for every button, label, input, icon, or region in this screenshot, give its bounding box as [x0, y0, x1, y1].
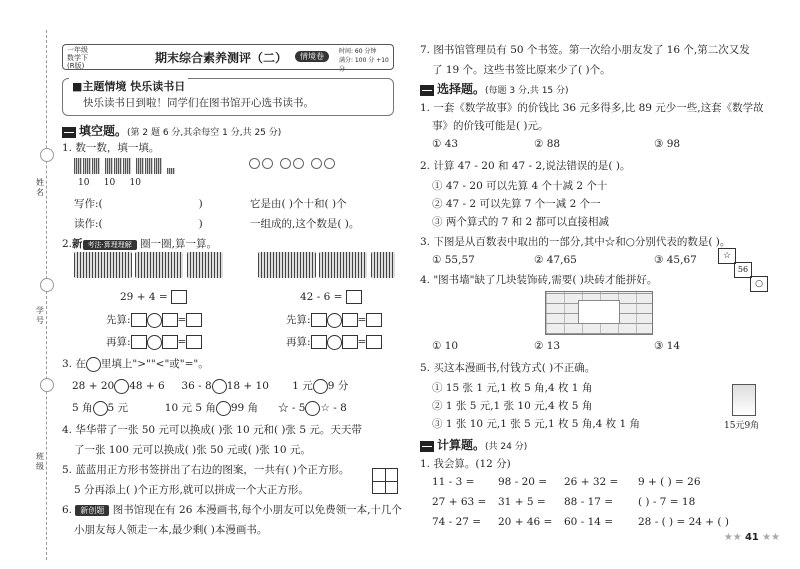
hundred-chart-star: ☆: [718, 248, 736, 264]
c2-opt3[interactable]: ③ 两个算式的 7 和 2 都可以直接相减: [432, 216, 610, 228]
grade: 一年级: [67, 46, 88, 54]
q2-then-right: 再算: =: [286, 334, 382, 350]
answer-box[interactable]: [171, 290, 187, 304]
subject: 数学下: [67, 54, 88, 62]
section-title: 选择题。: [437, 82, 486, 96]
comic-price: 15元9角: [724, 421, 760, 431]
comic-book-icon: [732, 384, 756, 416]
c3-line1: 3. 下图是从百数表中取出的一部分,其中☆和○分别代表的数是( )。: [420, 236, 731, 248]
c2-line1: 2. 计算 47 - 20 和 47 - 2,说法错误的是( )。: [420, 160, 631, 172]
theme-name: 快乐读书日: [130, 80, 186, 93]
label-10: 10: [78, 178, 90, 188]
calc-cell: ( ) - 7 = 18: [638, 496, 696, 508]
section-calc: [420, 436, 527, 453]
c5-opt1[interactable]: ① 15 张 1 元,1 枚 5 角,4 枚 1 角: [432, 382, 593, 394]
edition: (R版): [67, 62, 85, 70]
gutter-name: 姓名: [36, 178, 44, 197]
q6-line2: 小朋友每人领走一本,最少剩( )本漫画书。: [74, 524, 268, 536]
label-10: 10: [129, 178, 141, 188]
new-tag: 新: [72, 238, 83, 250]
q3-title: 3. 在 里填上">""<"或"="。: [62, 358, 209, 370]
c1-opt3[interactable]: ③ 98: [654, 138, 681, 150]
q4-line1: 4. 华华带了一张 50 元可以换成( )张 10 元和( )张 5 元。天天带: [62, 424, 362, 436]
calc-cell: 9 + ( ) = 26: [638, 476, 701, 488]
q2-first-right: 先算: =: [286, 312, 382, 328]
section-icon: [62, 127, 76, 138]
c1-opt2[interactable]: ② 88: [534, 138, 561, 150]
theme-title: ■主题情境 快乐读书日: [69, 78, 188, 94]
q1-bundles: [74, 158, 176, 177]
hundred-chart-56: 56: [734, 262, 752, 278]
q3-row1: 28 + 20 48 + 6 36 - 8 18 + 10 1 元 9 分: [72, 380, 349, 392]
book-wall-gap: [578, 300, 620, 324]
q1-labels: [78, 178, 141, 188]
exam-meta: [339, 47, 393, 74]
calc-cell: 31 + 5 =: [498, 496, 546, 508]
c5-opt2[interactable]: ② 1 张 5 元,1 张 10 元,4 枚 5 角: [432, 400, 593, 412]
q2-title: 2.新 考法·算理理解 圈一圈,算一算。: [62, 238, 217, 250]
calc-cell: 26 + 32 =: [564, 476, 619, 488]
calc-cell: 60 - 14 =: [564, 516, 614, 528]
grade-block: [67, 46, 88, 70]
section-title: 填空题。: [79, 124, 128, 138]
theme-box: [62, 78, 394, 116]
square-pattern: [372, 468, 398, 494]
hundred-chart-circle: ○: [750, 276, 768, 292]
new-creation-tag: 新创题: [75, 505, 109, 516]
c2-opt2[interactable]: ② 47 - 2 可以先算 7 个一减 2 个一: [432, 198, 601, 210]
answer-box[interactable]: [346, 290, 362, 304]
exam-score: 满分: 100 分 +10 分: [339, 57, 389, 73]
gutter-id: 学号: [36, 306, 44, 325]
q2-sticks-left: [74, 252, 223, 281]
q1-r2: 一组成的,这个数是( )。: [250, 218, 360, 230]
calc-cell: 27 + 63 =: [432, 496, 487, 508]
c4-opt2[interactable]: ② 13: [534, 340, 561, 352]
punch-hole: [40, 278, 54, 292]
c5-opt3[interactable]: ③ 1 张 10 元,1 张 5 元,1 枚 5 角,4 枚 1 角: [432, 418, 641, 430]
calc-cell: 20 + 46 =: [498, 516, 553, 528]
punch-hole: [40, 378, 54, 392]
exam-time: 时间: 60 分钟: [339, 48, 377, 55]
q2-e2: 42 - 6 =: [300, 290, 362, 304]
punch-hole: [40, 148, 54, 162]
c5-line1: 5. 买这本漫画书,付钱方式( )不正确。: [420, 362, 596, 374]
section-choice: [420, 80, 569, 97]
c3-opt3[interactable]: ③ 45,67: [654, 254, 697, 266]
theme-label: 主题情境: [82, 80, 127, 93]
gutter-class: 班级: [36, 452, 44, 471]
c4-opt1[interactable]: ① 10: [432, 340, 459, 352]
exam-badge: 情境卷: [295, 51, 329, 62]
section-fill: [62, 122, 281, 139]
section-note: (每题 3 分,共 15 分): [485, 86, 569, 96]
c1-opt1[interactable]: ① 43: [432, 138, 459, 150]
c2-opt1[interactable]: ① 47 - 20 可以先算 4 个十减 2 个十: [432, 180, 608, 192]
c3-opt2[interactable]: ② 47,65: [534, 254, 577, 266]
section-icon: [420, 85, 434, 96]
q4-line2: 了一张 100 元可以换成( )张 50 元或( )张 10 元。: [74, 444, 311, 456]
calc-cell: 98 - 20 =: [498, 476, 548, 488]
calc-cell: 11 - 3 =: [432, 476, 475, 488]
k1-title: 1. 我会算。(12 分): [420, 458, 511, 470]
theme-text: 快乐读书日到啦！同学们在图书馆开心选书读书。: [83, 97, 314, 109]
c1-line1: 1. 一套《数学故事》的价钱比 36 元多得多,比 89 元少一些,这套《数学故: [420, 102, 764, 114]
calc-cell: 28 - ( ) = 24 + ( ): [638, 516, 729, 528]
q1-write: 写作:( ): [74, 198, 203, 210]
section-note: (共 24 分): [485, 442, 528, 452]
label-10: 10: [103, 178, 116, 188]
skill-tag: 考法·算理理解: [83, 240, 137, 250]
c4-opt3[interactable]: ③ 14: [654, 340, 681, 352]
page-number: ★★ 41 ★★: [723, 532, 780, 543]
q1-read: 读作:( ): [74, 218, 203, 230]
q3-row2: 5 角 5 元 10 元 5 角 99 角 ☆ - 5 ☆ - 8: [72, 402, 347, 414]
calc-cell: 88 - 17 =: [564, 496, 614, 508]
section-icon: [420, 441, 434, 452]
q2-sticks-right: [258, 252, 395, 281]
r7-line2: 了 19 个。这些书签比原来少了( )个。: [432, 64, 611, 76]
q5-line1: 5. 蓝蓝用正方形书签拼出了右边的图案，一共有( )个正方形。: [62, 464, 350, 476]
q1-r1: 它是由( )个十和( )个: [250, 198, 347, 210]
section-title: 计算题。: [437, 438, 486, 452]
calc-cell: 74 - 27 =: [432, 516, 482, 528]
c4-line1: 4. "图书墙"缺了几块装饰砖,需要( )块砖才能拼好。: [420, 274, 658, 286]
q2-then-left: 再算: =: [106, 334, 202, 350]
section-note: (第 2 题 6 分,其余每空 1 分,共 25 分): [127, 128, 282, 138]
q1-title: 1. 数一数，填一填。: [62, 142, 160, 154]
q1-rings: [248, 158, 336, 172]
binding-line: [46, 30, 47, 560]
exam-title: 期末综合素养测评（二）: [155, 51, 288, 65]
c3-opt1[interactable]: ① 55,57: [432, 254, 475, 266]
r7-line1: 7. 图书馆管理员有 50 个书签。第一次给小朋友发了 16 个,第二次又发: [420, 44, 750, 56]
binding-gutter: [0, 0, 62, 569]
q5-line2: 5 分再添上( )个正方形,就可以拼成一个大正方形。: [74, 484, 309, 496]
c1-line2: 事》的价钱可能是( )元。: [432, 120, 549, 132]
q6-line1: 6. 新创题 图书馆现在有 26 本漫画书,每个小朋友可以免费领一本,十几个: [62, 504, 402, 516]
exam-header: [62, 44, 394, 73]
q2-first-left: 先算: =: [106, 312, 202, 328]
q2-e1: 29 + 4 =: [120, 290, 187, 304]
